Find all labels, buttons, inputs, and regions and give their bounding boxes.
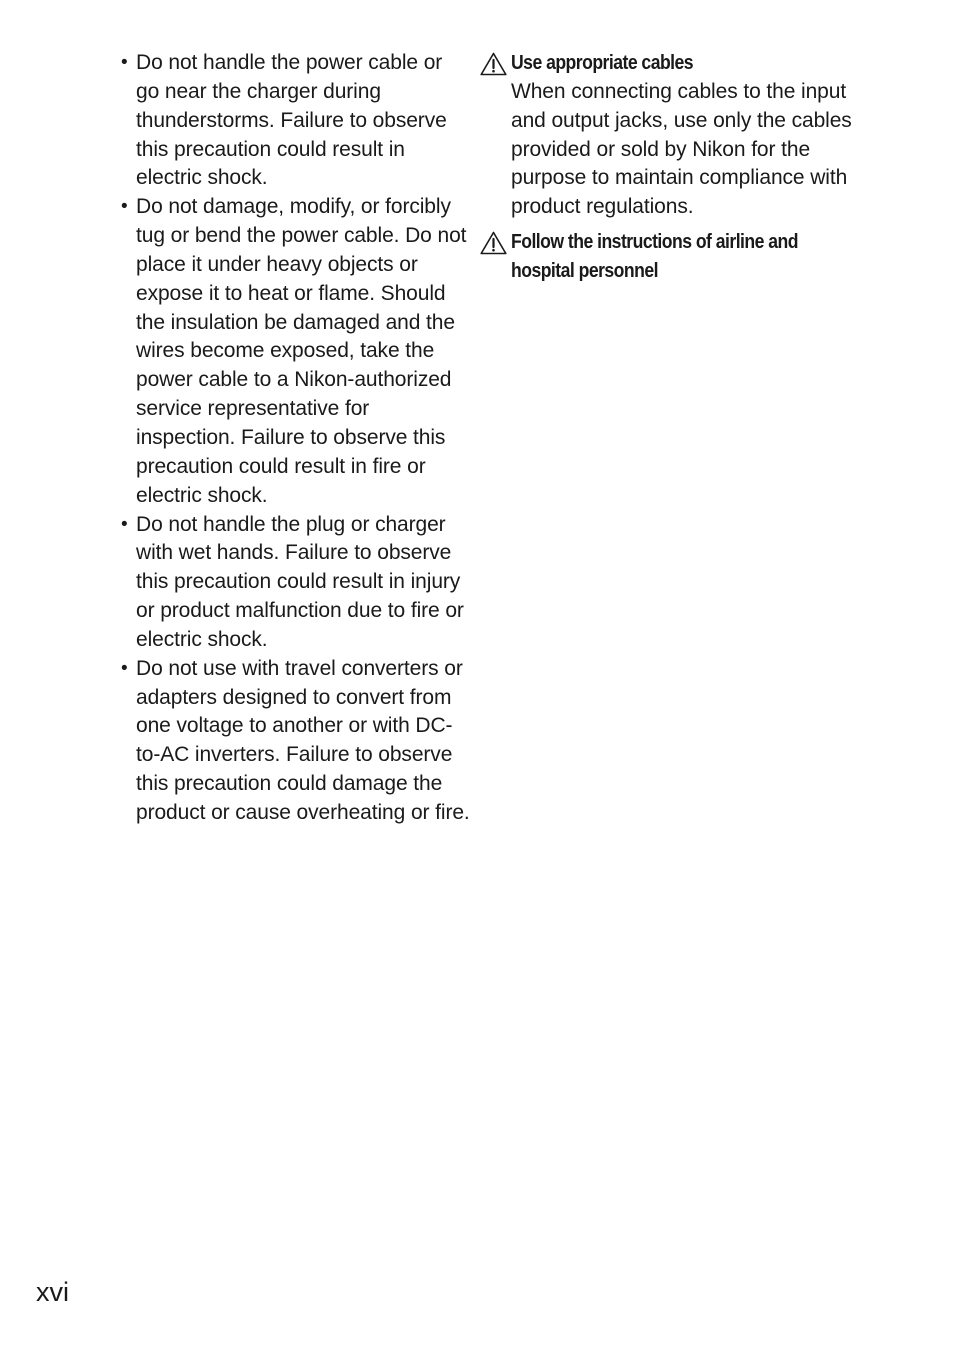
warning-title-line: Use appropriate cables (511, 52, 694, 74)
warning-title-line: Follow the instructions of airline and (511, 231, 798, 254)
warning-title-line: hospital personnel (511, 259, 658, 282)
left-column (121, 49, 471, 828)
warning-use-appropriate-cables (480, 49, 860, 222)
warning-triangle-icon (480, 52, 507, 76)
list-item (121, 511, 471, 655)
right-column (480, 49, 860, 286)
list-item (121, 655, 471, 828)
warning-follow-airline-hospital-instructions (480, 228, 860, 286)
list-item (121, 193, 471, 510)
bullet-icon: • (121, 513, 128, 535)
bullet-icon: • (121, 657, 128, 679)
bullet-text: Do not handle the power cable or go near the charger during thunderstorms. Failure to observe this precaution could result in electric shock. (136, 51, 447, 190)
bullet-text: Do not damage, modify, or forcibly tug or bend the power cable. Do not place it under heavy objects or expose it to heat or flame. Should the insulation be damaged and the wires become exposed, take the power cable to a Nikon-authorized service representative for inspection. Failure to observe this precaution could result in fire or electric shock. (136, 195, 467, 507)
safety-bullet-list (121, 49, 471, 828)
warning-body: When connecting cables to the input and output jacks, use only the cables provided or sold by Nikon for the purpose to maintain compliance with product regulations. (511, 79, 852, 219)
warning-title (511, 228, 818, 286)
bullet-icon: • (121, 196, 128, 218)
bullet-icon: • (121, 52, 128, 73)
page-number: xvi (36, 1277, 69, 1307)
warning-triangle-icon (480, 231, 507, 255)
bullet-text: Do not handle the plug or charger with wet hands. Failure to observe this precaution could result in injury or product malfunction due to fire or electric shock. (136, 512, 464, 651)
list-item (121, 49, 471, 193)
bullet-text: Do not use with travel converters or adapters designed to convert from one voltage to another or with DC-to-AC inverters. Failure to observe this precaution could damage the product or cause overheating or fire. (136, 656, 470, 824)
warning-title (511, 49, 818, 78)
